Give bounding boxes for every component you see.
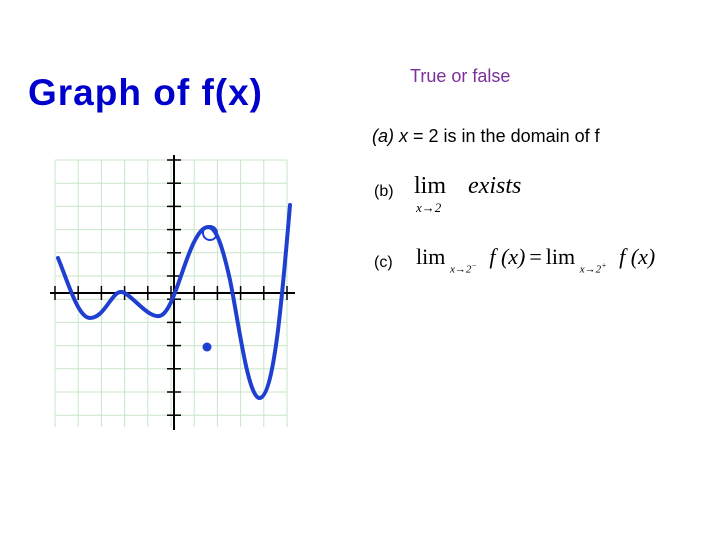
- limit-c-right-function: f (x): [619, 244, 656, 269]
- question-a: [372, 126, 600, 147]
- graph-axes: [50, 155, 295, 430]
- slide-subtitle: True or false: [410, 66, 511, 86]
- limit-c-right-subscript: [580, 261, 607, 276]
- question-b-math: [414, 173, 522, 215]
- limit-c-right-sup: +: [601, 261, 607, 270]
- limit-b-subscript: x→2: [416, 200, 442, 215]
- limit-c-left-word: lim: [416, 244, 446, 269]
- limit-c-equals: =: [529, 244, 542, 269]
- limit-c-left-sup: −: [471, 261, 477, 270]
- limit-c-left-subscript: [450, 261, 477, 276]
- question-c-math: [416, 244, 656, 276]
- limit-c-right-word: lim: [545, 244, 576, 269]
- limit-c-right-sub-text: x→2: [579, 263, 602, 276]
- limit-c-left-function: f (x): [489, 244, 526, 269]
- limit-b: [414, 173, 447, 215]
- limit-b-exists: exists: [468, 173, 522, 199]
- question-a-var: x: [399, 126, 409, 146]
- question-c-label: (c): [374, 254, 393, 271]
- limit-c-left: [416, 244, 477, 276]
- limit-c-left-sub-text: x→2: [450, 263, 472, 276]
- function-graph: [50, 150, 300, 435]
- question-b-label: (b): [374, 183, 394, 200]
- limit-b-word: lim: [414, 173, 447, 199]
- question-a-text: = 2 is in the domain of f: [408, 126, 600, 146]
- limit-c-right: [545, 244, 607, 276]
- question-a-label: (a): [372, 126, 394, 146]
- slide-title: Graph of f(x): [28, 72, 263, 113]
- filled-point-marker: [203, 343, 212, 352]
